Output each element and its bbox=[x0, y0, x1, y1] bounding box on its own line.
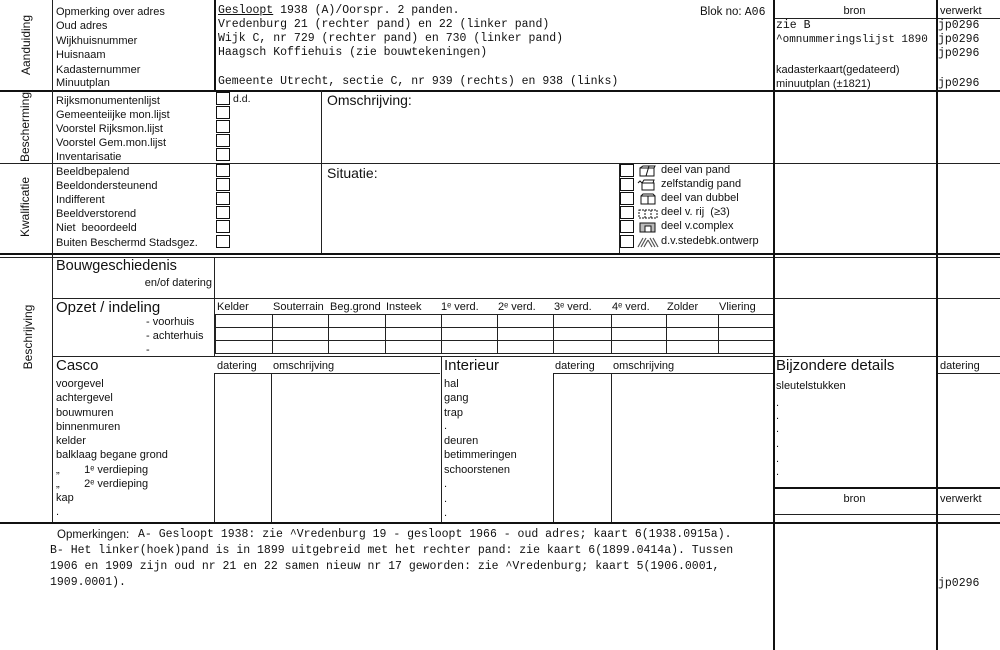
section-label-kwalificatie: Kwalificatie bbox=[18, 176, 32, 238]
interieur-item: . bbox=[444, 493, 448, 505]
checkbox-indifferent[interactable] bbox=[216, 192, 230, 205]
section-label-aanduiding: Aanduiding bbox=[19, 14, 33, 76]
value-huisnaam: Haagsch Koffiehuis (zie bouwtekeningen) bbox=[218, 46, 488, 59]
situatie-deel-v-complex: deel v.complex bbox=[661, 220, 734, 232]
omschrijving-label: Omschrijving: bbox=[327, 92, 412, 108]
checkbox-beeldverstorend[interactable] bbox=[216, 206, 230, 219]
casco-col-omschrijving: omschrijving bbox=[273, 360, 335, 372]
opmerkingen-line-1: A- Gesloopt 1938: zie ^Vredenburg 19 - gesloopt 1966 - oud adres; kaart 6(1938.0915a). bbox=[138, 528, 732, 541]
bron-header: bron bbox=[843, 5, 866, 17]
value-wijkhuisnummer: Wijk C, nr 729 (rechter pand) en 730 (linker pand) bbox=[218, 32, 564, 45]
bron-row-6: minuutplan (±1821) bbox=[776, 78, 871, 90]
checkbox-deel-v-rij[interactable] bbox=[620, 206, 634, 219]
bijzondere-item: . bbox=[776, 410, 780, 422]
verwerkt-row-2: jp0296 bbox=[938, 33, 980, 46]
checkbox-zelfstandig-pand[interactable] bbox=[620, 178, 634, 191]
bijzondere-item: . bbox=[776, 397, 780, 409]
opzet-col-insteek: Insteek bbox=[386, 301, 422, 313]
checkbox-inventarisatie[interactable] bbox=[216, 148, 230, 161]
bijzondere-item: . bbox=[776, 423, 780, 435]
situatie-deel-v-rij: deel v. rij (≥3) bbox=[661, 206, 730, 218]
deel-v-complex-icon bbox=[637, 221, 659, 233]
label-opmerking-adres: Opmerking over adres bbox=[56, 6, 165, 18]
bron-row-2: ^omnummeringslijst 1890 bbox=[776, 34, 928, 46]
interieur-col-datering: datering bbox=[555, 360, 595, 372]
label-rijksmonumentenlijst: Rijksmonumentenlijst bbox=[56, 95, 160, 107]
interieur-item: betimmeringen bbox=[444, 449, 517, 461]
checkbox-deel-van-pand[interactable] bbox=[620, 164, 634, 177]
section-label-bescherming: Bescherming bbox=[18, 91, 32, 163]
casco-item: balklaag begane grond bbox=[56, 449, 168, 461]
casco-item: „ 1ᵉ verdieping bbox=[56, 464, 149, 476]
stedebk-ontwerp-icon bbox=[637, 236, 659, 248]
label-beeldbepalend: Beeldbepalend bbox=[56, 166, 130, 178]
checkbox-deel-v-complex[interactable] bbox=[620, 220, 634, 233]
checkbox-beeldondersteunend[interactable] bbox=[216, 178, 230, 191]
bijzondere-item: . bbox=[776, 453, 780, 465]
bijzondere-col-datering: datering bbox=[940, 360, 980, 372]
label-indifferent: Indifferent bbox=[56, 194, 105, 206]
value-opmerking-adres bbox=[218, 4, 460, 19]
interieur-item: hal bbox=[444, 378, 459, 390]
label-voorstel-rijksmon: Voorstel Rijksmon.lijst bbox=[56, 123, 163, 135]
label-gemeentelijke-lijst: Gemeenteiijke mon.lijst bbox=[56, 109, 170, 121]
bijzondere-item: . bbox=[776, 466, 780, 478]
checkbox-niet-beoordeeld[interactable] bbox=[216, 220, 230, 233]
label-buiten-beschermd: Buiten Beschermd Stadsgez. bbox=[56, 237, 198, 249]
interieur-item: . bbox=[444, 420, 448, 432]
label-minuutplan: Minuutplan bbox=[56, 77, 110, 89]
checkbox-voorstel-rijksmon[interactable] bbox=[216, 120, 230, 133]
label-wijkhuisnummer: Wijkhuisnummer bbox=[56, 35, 138, 47]
opzet-row-blank: - bbox=[146, 344, 150, 356]
verwerkt-row-1: jp0296 bbox=[938, 19, 980, 32]
bron-row-5: kadasterkaart(gedateerd) bbox=[776, 64, 900, 76]
bijzondere-verwerkt-header: verwerkt bbox=[940, 493, 982, 505]
interieur-col-omschrijving: omschrijving bbox=[613, 360, 675, 372]
interieur-item: deuren bbox=[444, 435, 479, 447]
opmerkingen-line-2: B- Het linker(hoek)pand is in 1899 uitgebreid met het rechter pand: zie kaart 6(1899.0414a). Tussen bbox=[50, 544, 734, 557]
casco-item: voorgevel bbox=[56, 378, 104, 390]
label-beeldverstorend: Beeldverstorend bbox=[56, 208, 137, 220]
opzet-col-2e-verd: 2ᵉ verd. bbox=[498, 301, 536, 313]
verwerkt-row-6: jp0296 bbox=[938, 77, 980, 90]
opzet-col-beg-grond: Beg.grond bbox=[330, 301, 381, 313]
opzet-row-achterhuis: - achterhuis bbox=[146, 330, 204, 342]
casco-item: . bbox=[56, 506, 60, 518]
opzet-row-voorhuis: - voorhuis bbox=[146, 316, 195, 328]
checkbox-rijksmonumentenlijst[interactable] bbox=[216, 92, 230, 105]
blok-label: Blok no: bbox=[700, 6, 742, 18]
verwerkt-header: verwerkt bbox=[940, 5, 982, 17]
opmerkingen-line-3: 1906 en 1909 zijn oud nr 21 en 22 samen nieuw nr 17 geworden: zie ^Vredenburg; kaart 5(1906.0001, bbox=[50, 560, 720, 573]
opmerkingen-label: Opmerkingen: bbox=[57, 529, 130, 541]
opzet-col-souterrain: Souterrain bbox=[273, 301, 324, 313]
checkbox-deel-van-dubbel[interactable] bbox=[620, 192, 634, 205]
opzet-col-4e-verd: 4ᵉ verd. bbox=[612, 301, 650, 313]
opzet-col-vliering: Vliering bbox=[719, 301, 756, 313]
bijzondere-bron-header: bron bbox=[843, 493, 866, 505]
bouwgeschiedenis-title: Bouwgeschiedenis bbox=[56, 258, 177, 274]
value-gesloopt: Gesloopt bbox=[218, 4, 274, 17]
checkbox-stedebk-ontwerp[interactable] bbox=[620, 235, 634, 248]
situatie-deel-van-pand: deel van pand bbox=[661, 164, 731, 176]
label-kadasternummer: Kadasternummer bbox=[56, 64, 141, 76]
casco-item: achtergevel bbox=[56, 392, 113, 404]
verwerkt-row-3: jp0296 bbox=[938, 47, 980, 60]
label-voorstel-gemmon: Voorstel Gem.mon.lijst bbox=[56, 137, 167, 149]
interieur-item: gang bbox=[444, 392, 469, 404]
casco-item: „ 2ᵉ verdieping bbox=[56, 478, 149, 490]
situatie-zelfstandig-pand: zelfstandig pand bbox=[661, 178, 742, 190]
situatie-deel-van-dubbel: deel van dubbel bbox=[661, 192, 739, 204]
interieur-item: . bbox=[444, 507, 448, 519]
opzet-title: Opzet / indeling bbox=[56, 299, 161, 316]
label-inventarisatie: Inventarisatie bbox=[56, 151, 122, 163]
deel-van-dubbel-icon bbox=[637, 193, 659, 205]
casco-item: binnenmuren bbox=[56, 421, 121, 433]
bijzondere-title: Bijzondere details bbox=[776, 357, 895, 374]
deel-van-pand-icon bbox=[637, 165, 659, 177]
opzet-col-zolder: Zolder bbox=[667, 301, 699, 313]
label-niet-beoordeeld: Niet beoordeeld bbox=[56, 222, 137, 234]
opzet-col-3e-verd: 3ᵉ verd. bbox=[554, 301, 592, 313]
checkbox-gemeentelijke-lijst[interactable] bbox=[216, 106, 230, 119]
value-oud-adres: Vredenburg 21 (rechter pand) en 22 (linker pand) bbox=[218, 18, 550, 31]
opmerkingen-line-4: 1909.0001). bbox=[50, 576, 126, 589]
label-oud-adres: Oud adres bbox=[56, 20, 108, 32]
situatie-stedebk-ontwerp: d.v.stedebk.ontwerp bbox=[661, 235, 759, 247]
section-label-beschrijving: Beschrijving bbox=[21, 304, 35, 370]
casco-item: kelder bbox=[56, 435, 86, 447]
casco-col-datering: datering bbox=[217, 360, 257, 372]
label-beeldondersteunend: Beeldondersteunend bbox=[56, 180, 158, 192]
checkbox-voorstel-gemmon[interactable] bbox=[216, 134, 230, 147]
interieur-title: Interieur bbox=[444, 357, 500, 374]
interieur-item: schoorstenen bbox=[444, 464, 511, 476]
bron-row-1: zie B bbox=[776, 19, 811, 32]
blok-number bbox=[700, 5, 765, 20]
checkbox-buiten-beschermd[interactable] bbox=[216, 235, 230, 248]
opzet-col-kelder: Kelder bbox=[217, 301, 249, 313]
opzet-col-1e-verd: 1ᵉ verd. bbox=[441, 301, 479, 313]
bijzondere-item: sleutelstukken bbox=[776, 380, 846, 392]
value-minuutplan: Gemeente Utrecht, sectie C, nr 939 (rechts) en 938 (links) bbox=[218, 75, 619, 88]
interieur-item: . bbox=[444, 478, 448, 490]
bijzondere-item: . bbox=[776, 438, 780, 450]
opmerkingen-verwerkt: jp0296 bbox=[938, 577, 980, 590]
dd-label: d.d. bbox=[233, 93, 251, 105]
interieur-item: trap bbox=[444, 407, 463, 419]
casco-title: Casco bbox=[56, 357, 99, 374]
bouwgeschiedenis-subtitle: en/of datering bbox=[144, 277, 212, 289]
blok-value: A06 bbox=[744, 6, 766, 19]
label-huisnaam: Huisnaam bbox=[56, 49, 106, 61]
zelfstandig-pand-icon bbox=[637, 179, 659, 191]
casco-item: bouwmuren bbox=[56, 407, 114, 419]
value-opmerking-rest: 1938 (A)/Oorspr. 2 panden. bbox=[273, 4, 460, 17]
casco-item: kap bbox=[56, 492, 74, 504]
situatie-label: Situatie: bbox=[327, 165, 378, 181]
deel-v-rij-icon bbox=[637, 207, 659, 219]
checkbox-beeldbepalend[interactable] bbox=[216, 164, 230, 177]
